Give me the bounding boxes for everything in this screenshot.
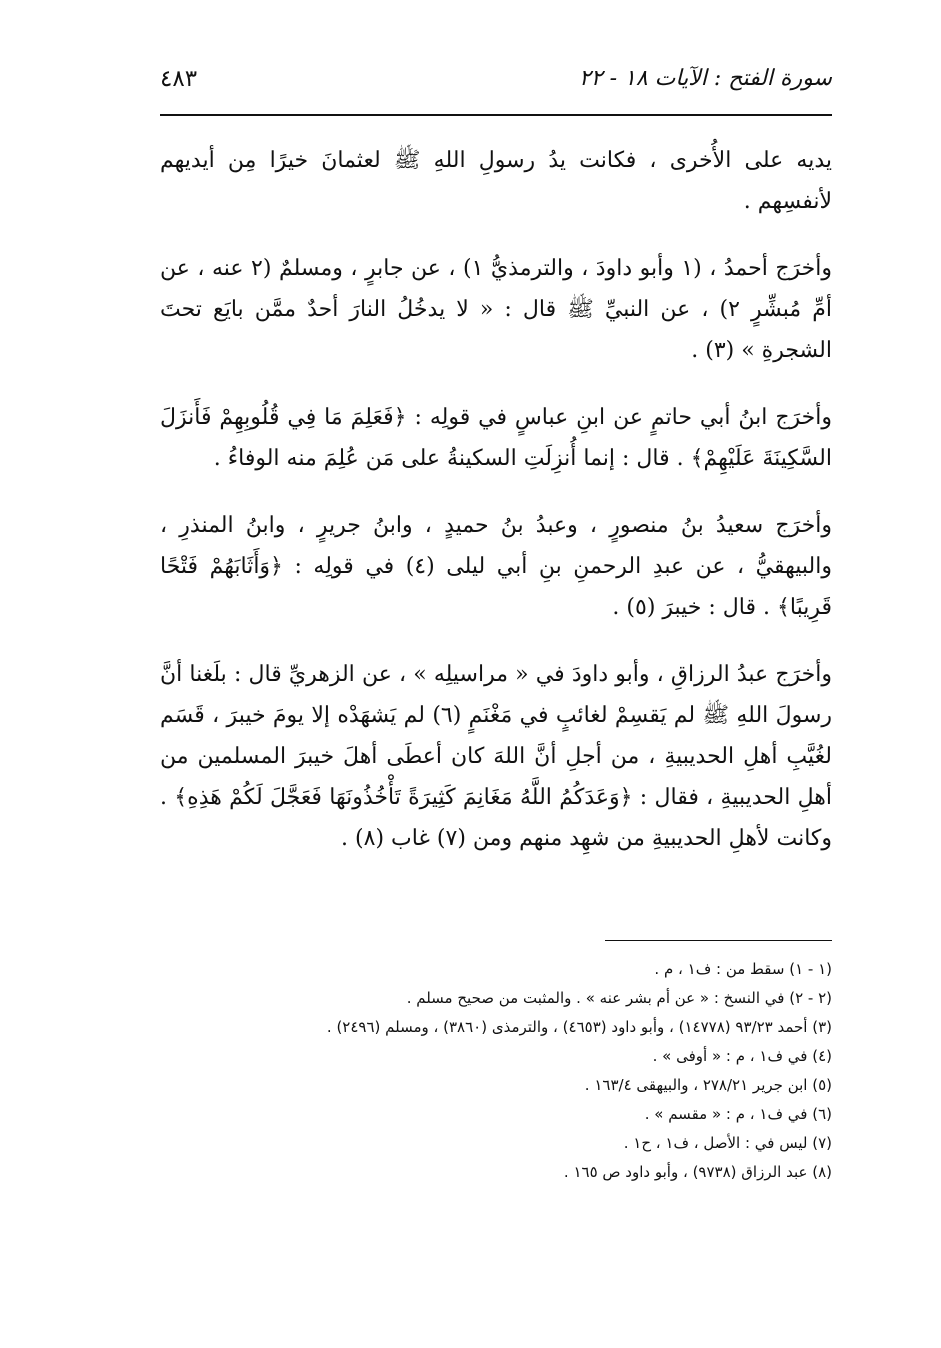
footnote: (٧) ليس في : الأصل ، ف١ ، ح١ . — [623, 1134, 832, 1152]
running-title: سورة الفتح : الآيات ١٨ - ٢٢ — [578, 66, 832, 91]
footnotes — [160, 955, 832, 1187]
footnote: (٤) في ف١ ، م : « أوفى » . — [652, 1047, 832, 1065]
footnote: (١ - ١) سقط من : ف١ ، م . — [654, 960, 832, 978]
page-number: ٤٨٣ — [160, 66, 198, 92]
paragraph: يديه على الأُخرى ، فكانت يدُ رسولِ اللهِ ﷺ لعثمانَ خيرًا مِن أيديهم لأنفسِهم . — [160, 148, 832, 214]
footnote: (٥) ابن جرير ٢٧٨/٢١ ، والبيهقى ١٦٣/٤ . — [584, 1076, 832, 1094]
paragraph: وأخرَج عبدُ الرزاقِ ، وأبو داودَ في « مراسيلِه » ، عن الزهريِّ قال : بلَغنا أنَّ رسولَ اللهِ ﷺ لم يَقسِمْ لغائبٍ في مَغْنَمٍ (٦) لم يَشهَدْه إلا يومَ خيبرَ ، قَسَم لغُيَّبِ أهلِ الحديبيةِ ، من أجلِ أنَّ اللهَ كان أعطَى أهلَ خيبرَ المسلمين من أهلِ الحديبيةِ ، فقال : ﴿وَعَدَكُمُ اللَّهُ مَغَانِمَ كَثِيرَةً تَأْخُذُونَهَا فَعَجَّلَ لَكُمْ هَذِهِ﴾ . وكانت لأهلِ الحديبيةِ من شهِد منهم ومن (٧) غاب (٨) . — [160, 662, 833, 851]
paragraph: وأخرَج سعيدُ بنُ منصورٍ ، وعبدُ بنُ حميدٍ ، وابنُ جريرٍ ، وابنُ المنذرِ ، والبيهقيُّ ، عن عبدِ الرحمنِ بنِ أبي ليلى (٤) في قولِه : ﴿وَأَثَابَهُمْ فَتْحًا قَرِيبًا﴾ . قال : خيبرَ (٥) . — [160, 513, 832, 620]
page-header — [160, 62, 832, 104]
paragraph: وأخرَج أحمدُ ، (١ وأبو داودَ ، والترمذيُّ ١) ، عن جابرٍ ، ومسلمٌ (٢ عنه ، عن أمِّ مُبشِّرٍ ٢) ، عن النبيِّ ﷺ قال : « لا يدخُلُ النارَ أحدٌ ممَّن بايَع تحتَ الشجرةِ » (٣) . — [160, 256, 832, 363]
paragraph: وأخرَج ابنُ أبي حاتمٍ عن ابنِ عباسٍ في قولِه : ﴿فَعَلِمَ مَا فِي قُلُوبِهِمْ فَأَنزَلَ السَّكِينَةَ عَلَيْهِمْ﴾ . قال : إنما أُنزِلَتِ السكينةُ على مَن عُلِمَ منه الوفاءُ . — [160, 405, 832, 471]
footnote: (٨) عبد الرزاق (٩٧٣٨) ، وأبو داود ص ١٦٥ . — [563, 1163, 832, 1181]
footnote-separator — [605, 940, 832, 941]
footnote: (٦) في ف١ ، م : « مقسم » . — [644, 1105, 832, 1123]
header-rule — [160, 114, 832, 116]
footnote: (٣) أحمد ٩٣/٢٣ (١٤٧٧٨) ، وأبو داود (٤٦٥٣) ، والترمذى (٣٨٦٠) ، ومسلم (٢٤٩٦) . — [326, 1018, 832, 1036]
main-text — [160, 140, 832, 859]
footnote: (٢ - ٢) في النسخ : « عن أم بشر عنه » . والمثبت من صحيح مسلم . — [406, 989, 832, 1007]
